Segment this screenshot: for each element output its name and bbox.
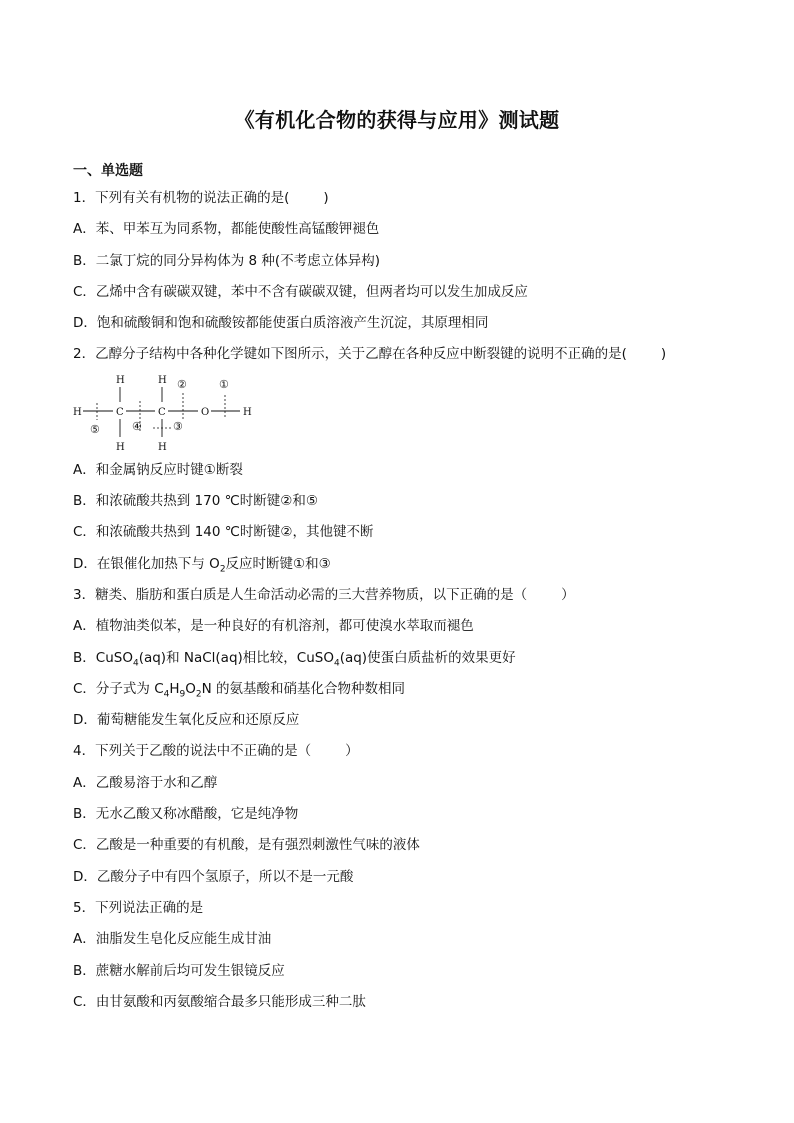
question-1-option-b: B．二氯丁烷的同分异构体为 8 种(不考虑立体异构) (73, 252, 380, 269)
atom-h-c1-top: H (116, 374, 125, 386)
atom-h-right: H (243, 406, 252, 418)
question-2-option-b: B．和浓硫酸共热到 170 ℃时断键②和⑤ (73, 493, 318, 510)
atom-h-c2-top: H (158, 374, 167, 386)
question-3-option-b: B．CuSO$_4$(aq)和 NaCl(aq)相比较，CuSO$_4$(aq)使蛋白质盐析的效果更好 (73, 649, 516, 669)
question-2-option-a: A．和金属钠反应时键①断裂 (73, 461, 243, 478)
ethanol-structure-diagram (73, 371, 733, 455)
page-title: 《有机化合物的获得与应用》测试题 (234, 108, 560, 132)
question-3-option-d: D．葡萄糖能发生氧化反应和还原反应 (73, 712, 300, 729)
question-list (73, 183, 733, 1018)
atom-c2: C (158, 406, 166, 418)
question-5-option-b: B．蔗糖水解前后均可发生银镜反应 (73, 962, 285, 979)
bond-label-3: ③ (173, 419, 183, 433)
bond-label-5: ⑤ (90, 422, 100, 436)
question-1-stem: 1．下列有关有机物的说法正确的是( ) (73, 190, 329, 206)
bond-label-1: ① (219, 377, 229, 391)
bond-label-4: ④ (132, 419, 142, 433)
ethanol-structure-svg (73, 371, 293, 455)
question-4-option-c: C．乙酸是一种重要的有机酸，是有强烈刺激性气味的液体 (73, 837, 420, 854)
atom-h-c2-bottom: H (158, 441, 167, 453)
question-5-stem: 5．下列说法正确的是 (73, 899, 204, 916)
atom-o: O (201, 406, 210, 418)
question-3-stem: 3．糖类、脂肪和蛋白质是人生命活动必需的三大营养物质，以下正确的是（ ） (73, 586, 575, 603)
bond-label-2: ② (177, 377, 187, 391)
atom-h-left: H (73, 406, 82, 418)
question-4-stem: 4．下列关于乙酸的说法中不正确的是（ ） (73, 743, 359, 760)
question-1-option-a: A．苯、甲苯互为同系物，都能使酸性高锰酸钾褪色 (73, 221, 380, 238)
question-2-option-c: C．和浓硫酸共热到 140 ℃时断键②，其他键不断 (73, 524, 374, 541)
question-5-option-a: A．油脂发生皂化反应能生成甘油 (73, 931, 272, 948)
question-3-option-a: A．植物油类似苯，是一种良好的有机溶剂，都可使溴水萃取而褪色 (73, 618, 474, 635)
atom-h-c1-bottom: H (116, 441, 125, 453)
question-2-option-d: D．在银催化加热下与 $O_2$反应时断键①和③ (73, 555, 331, 575)
section-heading: 一、单选题 (73, 163, 143, 179)
question-1-option-d: D．饱和硫酸铜和饱和硫酸铵都能使蛋白质溶液产生沉淀，其原理相同 (73, 315, 489, 332)
question-4-option-d: D．乙酸分子中有四个氢原子，所以不是一元酸 (73, 868, 354, 885)
question-2-stem: 2．乙醇分子结构中各种化学键如下图所示，关于乙醇在各种反应中断裂键的说明不正确的是( ) (73, 346, 667, 363)
question-4-option-a: A．乙酸易溶于水和乙醇 (73, 774, 218, 791)
question-5-option-c: C．由甘氨酸和丙氨酸缩合最多只能形成三种二肽 (73, 993, 366, 1010)
question-4-option-b: B．无水乙酸又称冰醋酸，它是纯净物 (73, 806, 299, 823)
question-3-option-c: C．分子式为 $C_4H_9O_2N$ 的氨基酸和硝基化合物种数相同 (73, 680, 406, 700)
question-1-option-c: C．乙烯中含有碳碳双键，苯中不含有碳碳双键，但两者均可以发生加成反应 (73, 283, 528, 300)
atom-c1: C (116, 406, 124, 418)
